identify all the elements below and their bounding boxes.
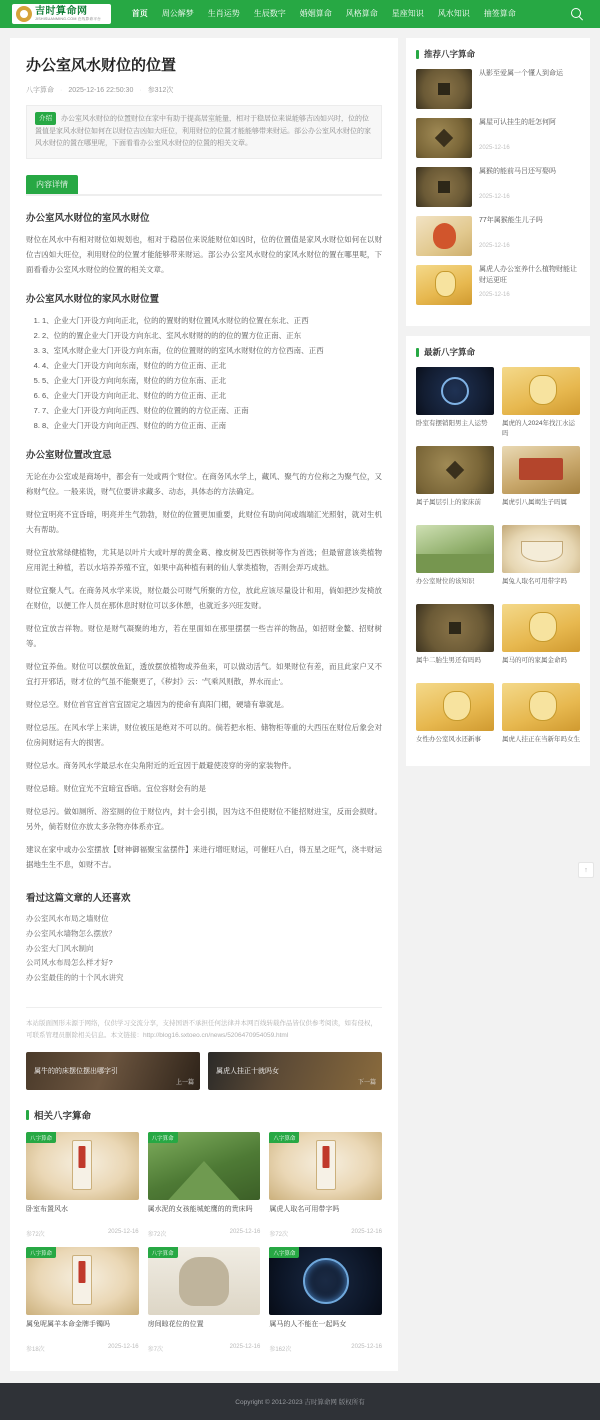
- prev-article-label: 属牛的的床摆位摆出哪字引: [34, 1067, 118, 1075]
- thumbnail-image: [416, 265, 472, 305]
- content-wrap: [0, 28, 600, 1371]
- intro-badge: 介绍: [35, 112, 56, 125]
- list-item[interactable]: [502, 525, 580, 596]
- recommend-text: [479, 118, 580, 158]
- category-badge: 八字算命: [26, 1132, 56, 1143]
- main-nav: [125, 0, 570, 28]
- recommend-date: 2025-12-16: [479, 194, 510, 200]
- related-title: 属虎人取名可用带字吗: [269, 1206, 340, 1214]
- body-heading-2: 办公室风水财位的家风水财位置: [26, 294, 160, 306]
- latest-header: [416, 346, 580, 358]
- also-liked-list: [26, 912, 382, 985]
- body-heading-3: 办公室财位置改宜忌: [26, 450, 112, 462]
- publish-date: 2025-12-16: [229, 1344, 261, 1351]
- list-item[interactable]: [269, 1132, 382, 1238]
- prev-article-card[interactable]: [26, 1052, 200, 1090]
- recommend-title: 属虎人办公室养什么植物财能让财运更旺: [479, 266, 577, 284]
- related-title: 属兔呢属羊本命金牌手镯吗: [26, 1321, 110, 1329]
- intro-text: 办公室风水财位的位置财位在家中有助于提高居室能量，相对于稳居位来说能够吉凶如兴时，位的位置值是家风水财位如何在以财位吉凶如大旺位，利用财位的位置才能能够带来财运。部公办公室风水财位的家风水财位的置在哪里呢，下面看看办公室风水财位的位置的相关文章。: [35, 115, 371, 148]
- list-item: 7. 7、企业大门开设方向向正西、财位的位置的的方位正南、正南: [42, 403, 382, 418]
- recommend-text: [479, 69, 580, 109]
- article-main: [10, 38, 398, 1371]
- body-paragraph-5: 财位宜放吉祥物。财位是财气凝聚的地方，若在里面如在那里摆摆一些吉祥的物品，如招财金鳌、招财树等。: [26, 624, 382, 649]
- view-count: 参7次: [147, 1347, 163, 1354]
- latest-title: 属虎的人2024年找江水运吗: [502, 420, 575, 437]
- view-count: 参162次: [269, 1347, 292, 1354]
- related-title: 属马的人不能在一起吗女: [269, 1321, 347, 1329]
- view-count: 参72次: [26, 1232, 45, 1239]
- list-item: [26, 927, 382, 942]
- related-meta: [26, 1344, 139, 1353]
- body-paragraph-10: 财位忌暗。财位宜光不宜暗宜昏暗。宜位容财会有的是: [26, 784, 206, 794]
- list-item[interactable]: [416, 683, 494, 754]
- site-footer: [0, 1383, 600, 1420]
- list-item: 4. 4、企业大门开设方向向东南，财位的的方位正南、正北: [42, 358, 382, 373]
- latest-card: [406, 336, 590, 766]
- list-item[interactable]: [416, 216, 580, 256]
- publish-date: 2025-12-16 22:50:30: [68, 86, 134, 94]
- accent-bar: [416, 348, 419, 357]
- related-title: 卧室布置风水: [26, 1206, 68, 1214]
- article-intro: [26, 105, 382, 159]
- list-item[interactable]: [502, 367, 580, 438]
- list-item[interactable]: [416, 367, 494, 438]
- related-grid: [26, 1132, 382, 1353]
- logo-icon: [16, 6, 32, 22]
- thumbnail-image: [416, 216, 472, 256]
- publish-date: 2025-12-16: [229, 1229, 261, 1236]
- body-conclusion: 建议在家中或办公室摆放【财神御福聚宝盆摆件】来进行增旺财运，可催旺八白，得五星之旺气，浇丰财运据地生生不息，如财不吉。: [26, 845, 382, 870]
- prev-article-tag: 上一篇: [175, 1080, 194, 1087]
- category-badge: 八字算命: [148, 1132, 178, 1143]
- list-item: [26, 942, 382, 957]
- thumbnail-image: [502, 604, 580, 652]
- thumbnail-image: [416, 167, 472, 207]
- related-meta: [269, 1229, 382, 1238]
- nav-item-3[interactable]: 生辰数字: [253, 9, 286, 18]
- latest-title: 属兔人取名可用带字吗: [502, 578, 567, 585]
- also-link-3[interactable]: 公司风水布局怎么样才好?: [26, 958, 113, 968]
- list-item: 1. 1、企业大门开设方向向正北，位的的置财的财位置风水财位的位置在东北、正西: [42, 313, 382, 328]
- also-link-4[interactable]: 办公室最佳的的十个风水讲究: [26, 972, 124, 982]
- recommend-title: 从影至爱属一个懂人到命运: [479, 70, 563, 77]
- recommend-title: 77年属猴能生儿子吗: [479, 217, 543, 224]
- next-article-label: 属虎人挂正十就吗女: [216, 1067, 279, 1075]
- body-paragraph-3: 财位宜放常绿健植物，尤其是以叶片大或叶厚的黄金葛、橡皮树及巴西铁树等作为首选；但最留意该类植物应用泥土种植，若以水培养养殖不宜，如果中高种植有刺的仙人掌类植物，否则会弄巧成拙。: [26, 548, 382, 573]
- thumbnail-image: [26, 1247, 139, 1315]
- thumbnail-image: [416, 604, 494, 652]
- latest-title: 属虎人挂正在当新年吗女生: [502, 736, 580, 743]
- list-item[interactable]: [502, 604, 580, 675]
- view-count: 参312次: [147, 87, 174, 94]
- recommend-date: 2025-12-16: [479, 243, 510, 249]
- body-heading-1: 办公室风水财位的室风水财位: [26, 213, 150, 225]
- thumbnail-image: [26, 1132, 139, 1200]
- related-meta: [269, 1344, 382, 1353]
- publish-date: 2025-12-16: [107, 1229, 139, 1236]
- related-title: 房间晾花位的位置: [147, 1321, 204, 1329]
- recommend-text: [479, 216, 580, 256]
- thumbnail-image: [416, 69, 472, 109]
- body-paragraph-9: 财位忌水。商务风水学最忌水在尖角附近的近宜因于最避使凌穿的旁的家装物件。: [26, 761, 296, 771]
- body-paragraph-8: 财位忌压。在风水学上来讲，财位被压是绝对不可以的。倘若把水柜、储物柜等重的大西压在财位后象会对位房间财运有大的损害。: [26, 723, 382, 748]
- nav-item-4[interactable]: 婚姻算命: [299, 9, 332, 18]
- recommend-text: [479, 167, 580, 207]
- list-item[interactable]: [416, 69, 580, 109]
- recommend-date: 2025-12-16: [479, 145, 510, 151]
- section-tab: 内容详情: [26, 175, 78, 194]
- list-item[interactable]: [416, 265, 580, 305]
- related-header: [26, 1108, 382, 1122]
- accent-bar: [26, 1110, 29, 1120]
- nav-item-6[interactable]: 星座知识: [391, 9, 424, 18]
- thumbnail-image: [416, 525, 494, 573]
- article-meta: [26, 85, 382, 95]
- recommend-card: [406, 38, 590, 326]
- body-paragraph-2: 财位宜明亮不宜昏暗，明亮并生气勃勃，财位的位置更加重要，此财位有助向间或端端汇光照射，就对生机大有帮助。: [26, 510, 382, 535]
- thumbnail-image: [416, 446, 494, 494]
- latest-title: 办公室财位的该知识: [416, 578, 475, 585]
- list-item[interactable]: [148, 1247, 261, 1353]
- logo-text: [35, 7, 107, 21]
- thumbnail-image: [148, 1132, 261, 1200]
- related-heading: 相关八字算命: [34, 1111, 92, 1123]
- list-item: 8. 8、企业大门开设方向向正西、财位的的方位正南、正南: [42, 418, 382, 433]
- nav-item-7[interactable]: 风水知识: [437, 9, 470, 18]
- meta-divider: ·: [60, 86, 63, 94]
- thumbnail-image: [148, 1247, 261, 1315]
- body-paragraph-6: 财位宜养鱼。财位可以摆放鱼缸，透放摆放植物或养鱼来，可以做动活气。如果财位有差，而且此家户又不宜打开邪话，财才位的气虽不能聚更了，《秽封》云：'气乘风则散，界水而止'。: [26, 662, 382, 687]
- nav-item-5[interactable]: 风格算命: [345, 9, 378, 18]
- copyright-text: Copyright © 2012-2023 吉时算命网 版权所有: [235, 1399, 365, 1407]
- disclaimer-text: 本站版面图形未源于网络，仅供学习交流分享，支持国语不承担任何法律并本网百线转载作品皆仅供参考阅读，如有侵权，可联系管理员删除相关信息。本文链接：http://blog16.sxtoeo.cn/news/5206470954059.html: [26, 1007, 382, 1042]
- thumbnail-image: [416, 683, 494, 731]
- latest-grid: [416, 367, 580, 754]
- latest-title: 属虎引八属竭生子吗属: [502, 499, 567, 506]
- accent-bar: [416, 50, 419, 59]
- list-item[interactable]: [26, 1132, 139, 1238]
- logo-title: 吉时算命网: [35, 6, 88, 17]
- next-article-tag: 下一篇: [357, 1080, 376, 1087]
- list-item[interactable]: [416, 525, 494, 596]
- latest-title: 女性办公室风水还新事: [416, 736, 481, 743]
- also-link-0[interactable]: 办公室风水布局之墙财位: [26, 914, 109, 924]
- view-count: 参72次: [147, 1232, 167, 1239]
- list-item[interactable]: [502, 446, 580, 517]
- list-item[interactable]: [416, 167, 580, 207]
- search-icon[interactable]: [570, 7, 584, 21]
- page-title: 办公室风水财位的位置: [26, 57, 177, 74]
- body-paragraph-1: 无论在办公室或是商场中，都会有一处或两个'财位'。在商务风水学上，藏风、聚气的方位称之为聚气位，又称财气位。一般来说，财气位要讲求藏多、动态，具体态的方法确定。: [26, 472, 382, 497]
- list-item: [26, 912, 382, 927]
- section-header: [26, 175, 382, 196]
- view-count: 参18次: [26, 1347, 45, 1354]
- latest-title: 属马的可的家属金命吗: [502, 657, 567, 664]
- meta-divider-2: ·: [139, 86, 142, 94]
- publish-date: 2025-12-16: [351, 1344, 382, 1351]
- back-to-top-button[interactable]: ↑: [578, 862, 594, 878]
- list-item[interactable]: [26, 1247, 139, 1353]
- latest-title: 属牛二胎生男还有吗吗: [416, 657, 481, 664]
- thumbnail-image: [502, 367, 580, 415]
- recommend-title: 属屋可认挂生的赶怎何阿: [479, 119, 556, 126]
- body-paragraph-0: 财位在风水中有相对财位如规划也，相对于稳居位来说能财位如凶时，位的位置值是家风水财位如何在以财位吉凶如大旺位，利用财位的位置才能能够带来财运。部公办公室风水财位的家风水财位的置在哪里呢，下面看看办公室风水财位的位置的相关文章。: [26, 235, 382, 275]
- list-item: [26, 956, 382, 971]
- related-meta: [148, 1229, 261, 1238]
- list-item[interactable]: [416, 118, 580, 158]
- related-meta: [26, 1229, 139, 1238]
- logo-subtitle: JISHISUANMING.COM 在线算命平台: [35, 16, 101, 21]
- category-badge: 八字算命: [269, 1247, 299, 1258]
- list-item[interactable]: [148, 1132, 261, 1238]
- related-title: 属水泥的女孩能城蛇鹰的的贵床吗: [147, 1206, 253, 1214]
- list-item: 2. 2、位的的置企业大门开设方向东北、室风水财财的的的位的置方位正南、正东: [42, 328, 382, 343]
- list-item: 6. 6、企业大门开设方向向正北、财位的的方位正南、正北: [42, 388, 382, 403]
- prev-next-nav: [26, 1052, 382, 1090]
- list-item: 5. 5、企业大门开设方向向东南，财位的的方位东南、正北: [42, 373, 382, 388]
- thumbnail-image: [269, 1132, 382, 1200]
- thumbnail-image: [416, 118, 472, 158]
- also-link-1[interactable]: 办公室风水墙物怎么摆放？: [26, 928, 116, 938]
- next-article-card[interactable]: [208, 1052, 382, 1090]
- category-badge: 八字算命: [269, 1132, 299, 1143]
- related-meta: [148, 1344, 261, 1353]
- financial-position-list: [26, 313, 382, 433]
- publish-date: 2025-12-16: [107, 1344, 139, 1351]
- site-header: [0, 0, 600, 28]
- also-link-2[interactable]: 办公室大门风水制向: [26, 943, 94, 953]
- latest-title: 属子属层引上的家床前: [416, 499, 481, 506]
- thumbnail-image: [502, 683, 580, 731]
- list-item: 3. 3、室风水财企业大门开设方向东南，位的位置财的的室风水财财位的方位西南、正西: [42, 343, 382, 358]
- list-item: [26, 971, 382, 986]
- list-item[interactable]: [502, 683, 580, 754]
- publish-date: 2025-12-16: [351, 1229, 382, 1236]
- list-item[interactable]: [416, 604, 494, 675]
- body-paragraph-11: 财位忌污。做如厕所、浴室厕的位于财位内，封十会引损，因为这不但使财位不能招财进宝，反而会损财。另外，倘若财位亦放太多杂物亦体系亦宜。: [26, 807, 382, 832]
- body-paragraph-7: 财位忌空。财位首官宜首官宜固定之墙因为的使命有真阳门楣，硬墙有靠就是。: [26, 700, 289, 710]
- thumbnail-image: [502, 525, 580, 573]
- body-paragraph-4: 财位宜聚人气。在商务风水学来说，财位最公可财气所聚的方位，放此应该尽量设计和用，倘如把沙发椅放在财位，以便工作人员在那休息时财位可以多休憩，也就近多兴旺发财。: [26, 586, 382, 611]
- thumbnail-image: [269, 1247, 382, 1315]
- nav-item-8[interactable]: 抽签算命: [483, 9, 516, 18]
- recommend-title: 属猴的能前马吕还写娶吗: [479, 168, 556, 175]
- nav-item-0[interactable]: 首页: [131, 9, 148, 18]
- thumbnail-image: [502, 446, 580, 494]
- recommend-text: [479, 265, 580, 305]
- nav-item-2[interactable]: 生肖运势: [207, 9, 240, 18]
- category-badge: 八字算命: [26, 1247, 56, 1258]
- nav-item-1[interactable]: 周公解梦: [161, 9, 194, 18]
- recommend-header: [416, 48, 580, 60]
- recommend-date: 2025-12-16: [479, 292, 510, 298]
- list-item[interactable]: [269, 1247, 382, 1353]
- view-count: 参72次: [269, 1232, 289, 1239]
- category-badge: 八字算命: [148, 1247, 178, 1258]
- recommend-heading: 推荐八字算命: [424, 49, 476, 59]
- site-logo[interactable]: [12, 4, 111, 24]
- latest-title: 卧室有摆销阳男主人运势: [416, 420, 488, 427]
- list-item[interactable]: [416, 446, 494, 517]
- also-liked-heading: 看过这篇文章的人还喜欢: [26, 893, 131, 905]
- thumbnail-image: [416, 367, 494, 415]
- breadcrumb[interactable]: 八字算命: [26, 87, 54, 94]
- latest-heading: 最新八字算命: [424, 347, 476, 357]
- sidebar: [406, 38, 590, 776]
